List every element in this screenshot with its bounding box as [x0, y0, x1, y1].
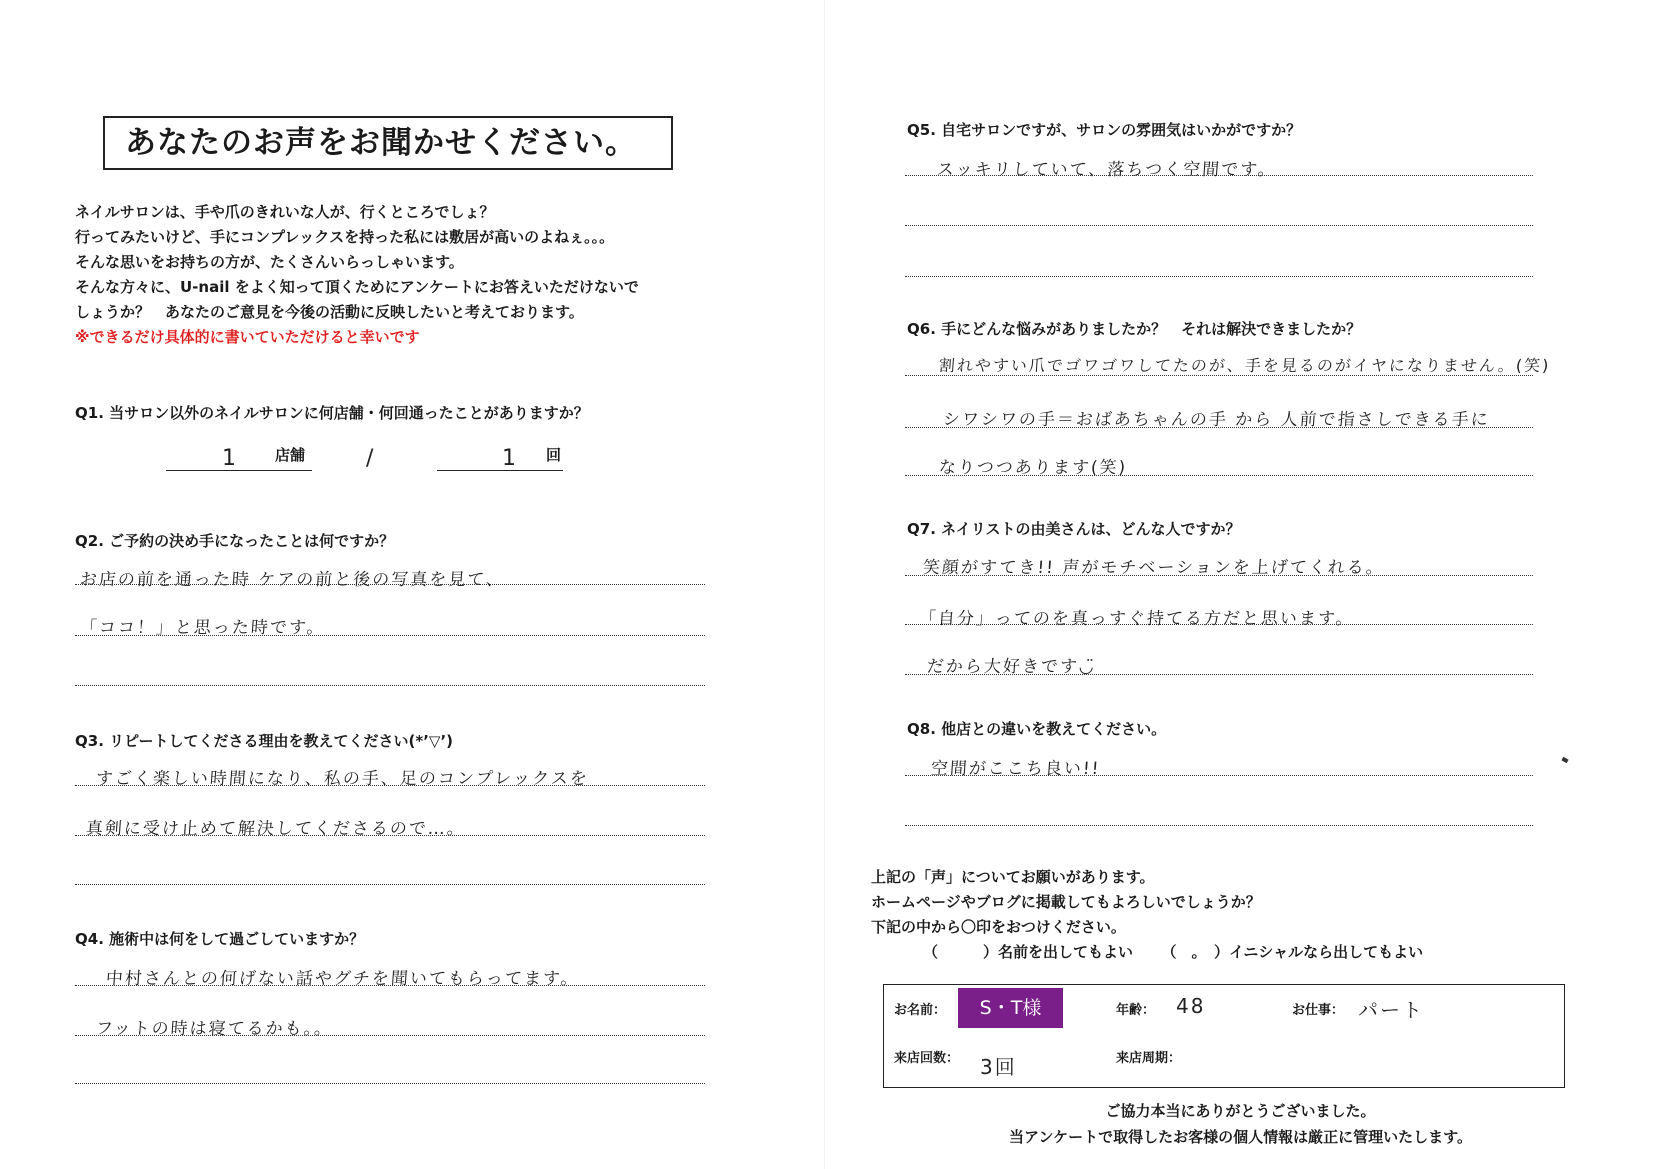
q5-question: Q5. 自宅サロンですが、サロンの雰囲気はいかがですか？: [907, 121, 1302, 139]
q4-answer-line: フットの時は寝てるかも。。: [95, 1019, 334, 1039]
thanks-line: ご協力本当にありがとうございました。: [1105, 1102, 1376, 1120]
name-value-redacted: S・T様: [958, 988, 1063, 1028]
answer-line: [75, 1083, 705, 1084]
q4-question: Q4. 施術中は何をして過ごしていますか？: [75, 930, 365, 948]
q2-answer-line: 「ココ！」と思った時です。: [79, 618, 327, 638]
answer-line: [905, 624, 1533, 625]
publish-request: [871, 865, 1423, 965]
job-value: パート: [1358, 998, 1424, 1022]
survey-right-page: [827, 0, 1654, 1169]
visit-cycle-label: 来店周期：: [1116, 1051, 1182, 1066]
q7-question: Q7. ネイリストの由美さんは、どんな人ですか？: [907, 520, 1241, 538]
intro-line: 行ってみたいけど、手にコンプレックスを持った私には敷居が高いのよねぇ。。。: [75, 228, 615, 246]
answer-line: [905, 775, 1533, 776]
q6-question: Q6. 手にどんな悩みがありましたか？ それは解決できましたか？: [907, 320, 1362, 338]
visits-label: 来店回数：: [894, 1051, 960, 1066]
answer-line: [75, 785, 705, 786]
answer-line: [75, 635, 705, 636]
answer-line: [905, 674, 1533, 675]
page-seam: [824, 0, 825, 1169]
answer-line: [905, 175, 1533, 176]
age-label: 年齢：: [1116, 1003, 1156, 1018]
answer-line: [75, 835, 705, 836]
q1-stores-value: 1: [222, 446, 236, 471]
request-line: ホームページやブログに掲載してもよろしいでしょうか？: [871, 893, 1261, 911]
q1-visits-unit: 回: [546, 446, 562, 464]
answer-line: [905, 276, 1533, 277]
q8-answer-line: 空間がここち良い!!: [930, 759, 1102, 779]
q1-stores-unit: 店舗: [275, 446, 306, 464]
scan-speck: [1561, 757, 1568, 763]
visits-value: 3回: [980, 1055, 1017, 1079]
intro-line: そんな思いをお持ちの方が、たくさんいらっしゃいます。: [75, 253, 464, 271]
answer-line: [75, 1035, 705, 1036]
q5-answer-line: スッキリしていて、落ちつく空間です。: [936, 160, 1278, 180]
q4-answer-line: 中村さんとの何げない話やグチを聞いてもらってます。: [105, 969, 581, 989]
name-label: お名前：: [894, 1003, 947, 1018]
q1-question: Q1. 当サロン以外のネイルサロンに何店舗・何回通ったことがありますか？: [75, 404, 589, 422]
q2-answer-line: お店の前を通った時 ケアの前と後の写真を見て、: [79, 570, 506, 590]
request-line: 上記の「声」についてお願いがあります。: [871, 868, 1155, 886]
q6-answer-line: シワシワの手＝おばあちゃんの手 から 人前で指さしできる手に: [942, 410, 1491, 430]
answer-line: [75, 884, 705, 885]
option-name-ok[interactable]: （ ）名前を出してもよい: [923, 943, 1134, 961]
answer-line: [905, 825, 1533, 826]
answer-line: [905, 375, 1533, 376]
q1-visits-value: 1: [502, 446, 516, 471]
q1-separator: /: [366, 446, 374, 471]
q3-answer-line: 真剣に受け止めて解決してくださるので…。: [85, 819, 467, 839]
privacy-line: 当アンケートで取得したお客様の個人情報は厳正に管理いたします。: [1009, 1128, 1472, 1146]
q6-answer-line: 割れやすい爪でゴワゴワしてたのが、手を見るのがイヤになりません。(笑): [938, 356, 1552, 375]
answer-line: [905, 575, 1533, 576]
request-line: 下記の中から〇印をおつけください。: [871, 918, 1126, 936]
job-label: お仕事：: [1292, 1003, 1345, 1018]
intro-line: ネイルサロンは、手や爪のきれいな人が、行くところでしょ？: [75, 203, 495, 221]
age-value: 48: [1176, 994, 1206, 1018]
answer-line: [75, 985, 705, 986]
q1-stores-underline: [166, 470, 312, 471]
option-initials-ok[interactable]: （ 。 ）イニシャルなら出してもよい: [1161, 943, 1424, 961]
q6-answer-line: なりつつあります(笑): [938, 458, 1128, 478]
intro-line: しょうか？ あなたのご意見を今後の活動に反映したいと考えております。: [75, 303, 584, 321]
q7-answer-line: だから大好きです◡̈: [926, 657, 1097, 677]
intro-text: [75, 200, 795, 350]
q8-question: Q8. 他店との違いを教えてください。: [907, 720, 1167, 738]
answer-line: [75, 685, 705, 686]
answer-line: [905, 475, 1533, 476]
q1-visits-underline: [437, 470, 563, 471]
intro-line: そんな方々に、U-nail をよく知って頂くためにアンケートにお答えいただけないで: [75, 278, 639, 296]
q3-answer-line: すごく楽しい時間になり、私の手、足のコンプレックスを: [95, 769, 590, 789]
q7-answer-line: 「自分」ってのを真っすぐ持てる方だと思います。: [918, 609, 1356, 629]
customer-info-box: [883, 984, 1565, 1088]
q2-question: Q2. ご予約の決め手になったことは何ですか？: [75, 532, 395, 550]
intro-note: ※できるだけ具体的に書いていただけると幸いです: [75, 328, 420, 346]
q7-answer-line: 笑顔がすてき!! 声がモチベーションを上げてくれる。: [922, 558, 1386, 578]
answer-line: [905, 427, 1533, 428]
q3-question: Q3. リピートしてくださる理由を教えてください(*’▽’): [75, 732, 453, 750]
answer-line: [905, 225, 1533, 226]
survey-left-page: [0, 0, 820, 1169]
page-title: あなたのお声をお聞かせください。: [103, 116, 673, 170]
answer-line: [75, 584, 705, 585]
